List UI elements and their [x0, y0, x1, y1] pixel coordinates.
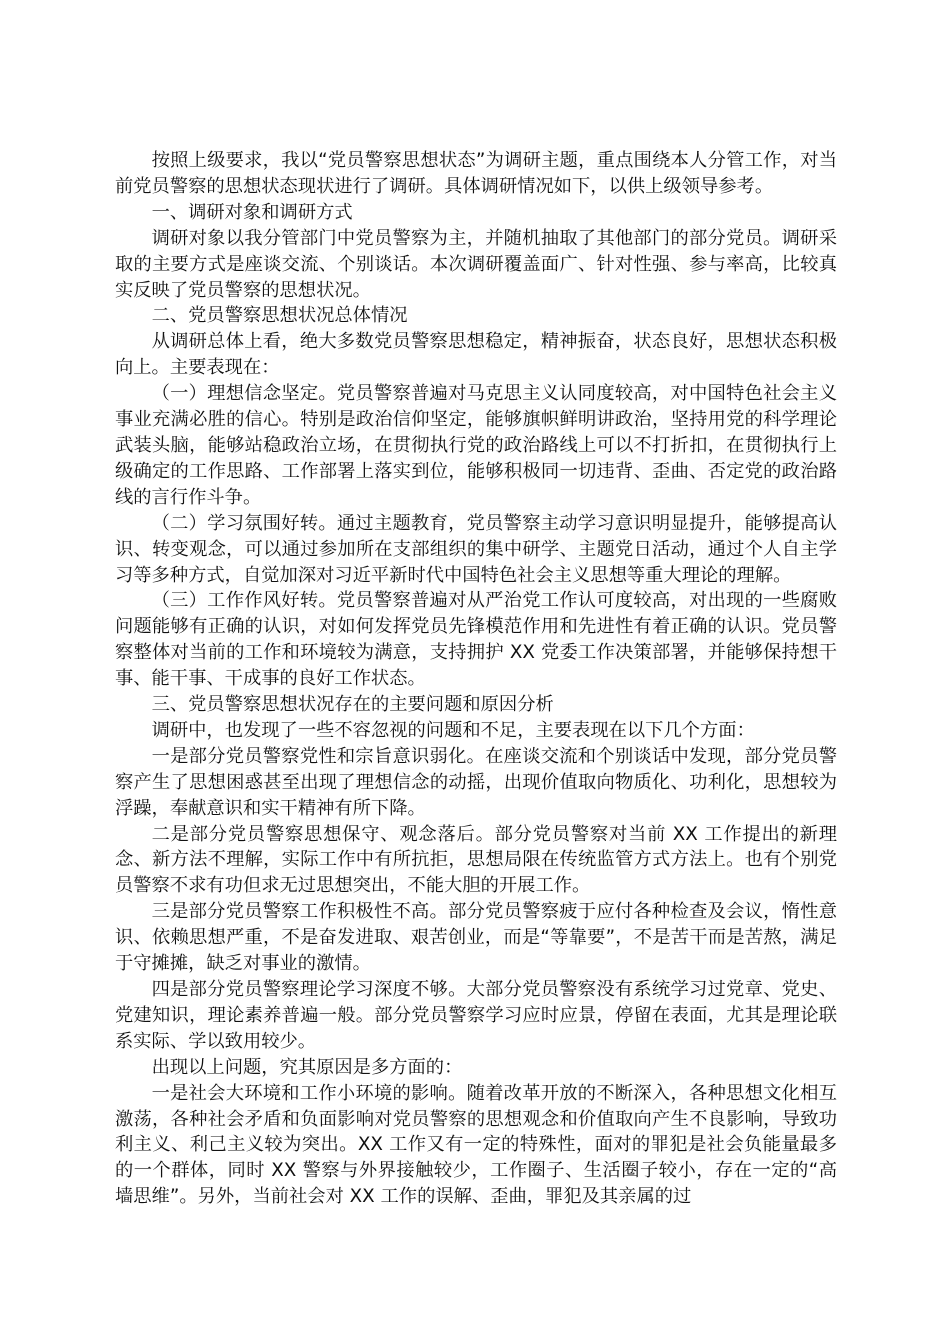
paragraph: 三是部分党员警察工作积极性不高。部分党员警察疲于应付各种检查及会议，惰性意识、依赖思想严重，不是奋发进取、艰苦创业，而是“等靠要”，不是苦干而是苦熬，满足于守摊摊，缺乏对事业的激情。 [115, 901, 837, 975]
paragraph: 调研对象以我分管部门中党员警察为主，并随机抽取了其他部门的部分党员。调研采取的主要方式是座谈交流、个别谈话。本次调研覆盖面广、针对性强、参与率高，比较真实反映了党员警察的思想状况。 [115, 227, 837, 301]
paragraph: （一）理想信念坚定。党员警察普遍对马克思主义认同度较高，对中国特色社会主义事业充满必胜的信心。特别是政治信仰坚定，能够旗帜鲜明讲政治，坚持用党的科学理论武装头脑，能够站稳政治立场，在贯彻执行党的政治路线上可以不打折扣，在贯彻执行上级确定的工作思路、工作部署上落实到位，能够积极同一切违背、歪曲、否定党的政治路线的言行作斗争。 [115, 383, 837, 508]
intro-paragraph: 按照上级要求，我以“党员警察思想状态”为调研主题，重点围绕本人分管工作，对当前党员警察的思想状态现状进行了调研。具体调研情况如下，以供上级领导参考。 [115, 150, 837, 197]
paragraph: 一是社会大环境和工作小环境的影响。随着改革开放的不断深入，各种思想文化相互激荡，各种社会矛盾和负面影响对党员警察的思想观念和价值取向产生不良影响，导致功利主义、利己主义较为突出。XX 工作又有一定的特殊性，面对的罪犯是社会负能量最多的一个群体，同时 XX 警察与外界接触较少，工作圈子、生活圈子较小，存在一定的“高墙思维”。另外，当前社会对 XX 工作的误解、歪曲，罪犯及其亲属的过 [115, 1082, 837, 1208]
paragraph: 出现以上问题，究其原因是多方面的： [151, 1056, 463, 1078]
section-heading-3: 三、党员警察思想状况存在的主要问题和原因分析 [151, 694, 554, 716]
section-heading-2: 二、党员警察思想状况总体情况 [151, 305, 408, 327]
paragraph: 四是部分党员警察理论学习深度不够。大部分党员警察没有系统学习过党章、党史、党建知识，理论素养普遍一般。部分党员警察学习应时应景，停留在表面，尤其是理论联系实际、学以致用较少。 [115, 979, 837, 1052]
paragraph: 调研中，也发现了一些不容忽视的问题和不足，主要表现在以下几个方面： [151, 719, 755, 741]
paragraph: 从调研总体上看，绝大多数党员警察思想稳定，精神振奋，状态良好，思想状态积极向上。主要表现在： [115, 331, 837, 379]
section-heading-1: 一、调研对象和调研方式 [151, 201, 353, 223]
paragraph: （二）学习氛围好转。通过主题教育，党员警察主动学习意识明显提升，能够提高认识、转变观念，可以通过参加所在支部组织的集中研学、主题党日活动，通过个人自主学习等多种方式，自觉加深对习近平新时代中国特色社会主义思想等重大理论的理解。 [115, 512, 837, 586]
paragraph: （三）工作作风好转。党员警察普遍对从严治党工作认可度较高，对出现的一些腐败问题能够有正确的认识，对如何发挥党员先锋模范作用和先进性有着正确的认识。党员警察整体对当前的工作和环境较为满意，支持拥护 XX 党委工作决策部署，并能够保持想干事、能干事、干成事的良好工作状态。 [115, 590, 837, 690]
document-body [115, 148, 837, 1210]
paragraph: 二是部分党员警察思想保守、观念落后。部分党员警察对当前 XX 工作提出的新理念、新方法不理解，实际工作中有所抗拒，思想局限在传统监管方式方法上。也有个别党员警察不求有功但求无过思想突出，不能大胆的开展工作。 [115, 823, 837, 897]
paragraph: 一是部分党员警察党性和宗旨意识弱化。在座谈交流和个别谈话中发现，部分党员警察产生了思想困惑甚至出现了理想信念的动摇，出现价值取向物质化、功利化，思想较为浮躁，奉献意识和实干精神有所下降。 [115, 745, 837, 819]
